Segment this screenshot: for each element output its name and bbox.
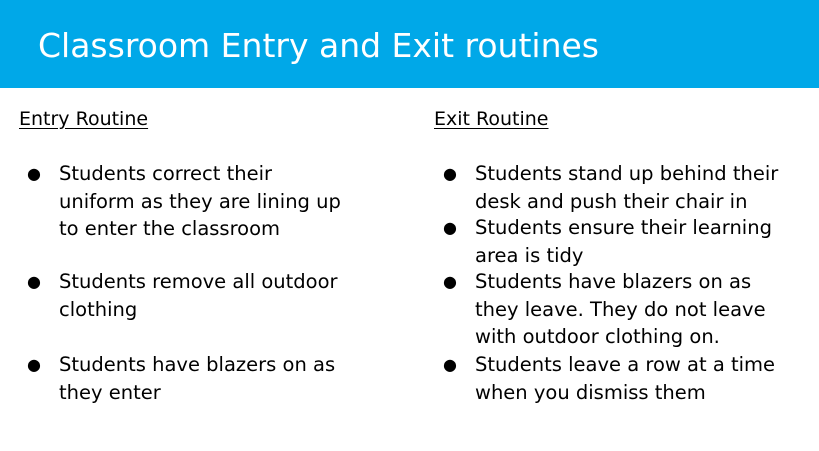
exit-routine-heading: Exit Routine [434,108,549,130]
bullet-icon: ● [443,272,457,291]
exit-item-2-line-2: area is tidy [475,243,584,267]
entry-item-1-line-2: uniform as they are lining up [59,189,341,213]
entry-item-1 [27,160,341,243]
entry-item-3 [27,351,336,406]
entry-item-3-line-2: they enter [59,380,161,404]
exit-item-1-line-2: desk and push their chair in [475,189,748,213]
bullet-icon: ● [27,272,41,291]
exit-item-2-line-1: Students ensure their learning [475,216,772,239]
entry-item-1-line-1: Students correct their [59,162,273,185]
entry-item-3-line-1: Students have blazers on as [59,353,336,376]
bullet-icon: ● [27,164,41,183]
exit-item-4 [443,351,776,406]
entry-item-2-line-2: clothing [59,297,138,321]
exit-item-3 [443,268,766,351]
title-bar [0,0,819,88]
exit-item-3-line-1: Students have blazers on as [475,270,752,293]
exit-item-2 [443,214,772,269]
entry-item-2 [27,268,338,323]
exit-item-3-line-2: they leave. They do not leave [475,297,766,321]
exit-item-1-line-1: Students stand up behind their [475,162,779,185]
bullet-icon: ● [443,164,457,183]
bullet-icon: ● [443,355,457,374]
entry-item-2-line-1: Students remove all outdoor [59,270,338,293]
slide-title: Classroom Entry and Exit routines [38,26,599,65]
bullet-icon: ● [443,218,457,237]
exit-item-4-line-2: when you dismiss them [475,380,706,404]
exit-item-4-line-1: Students leave a row at a time [475,353,776,376]
exit-item-3-line-3: with outdoor clothing on. [475,325,720,348]
entry-routine-heading: Entry Routine [19,108,149,130]
exit-item-1 [443,160,779,215]
bullet-icon: ● [27,355,41,374]
entry-item-1-line-3: to enter the classroom [59,217,281,240]
